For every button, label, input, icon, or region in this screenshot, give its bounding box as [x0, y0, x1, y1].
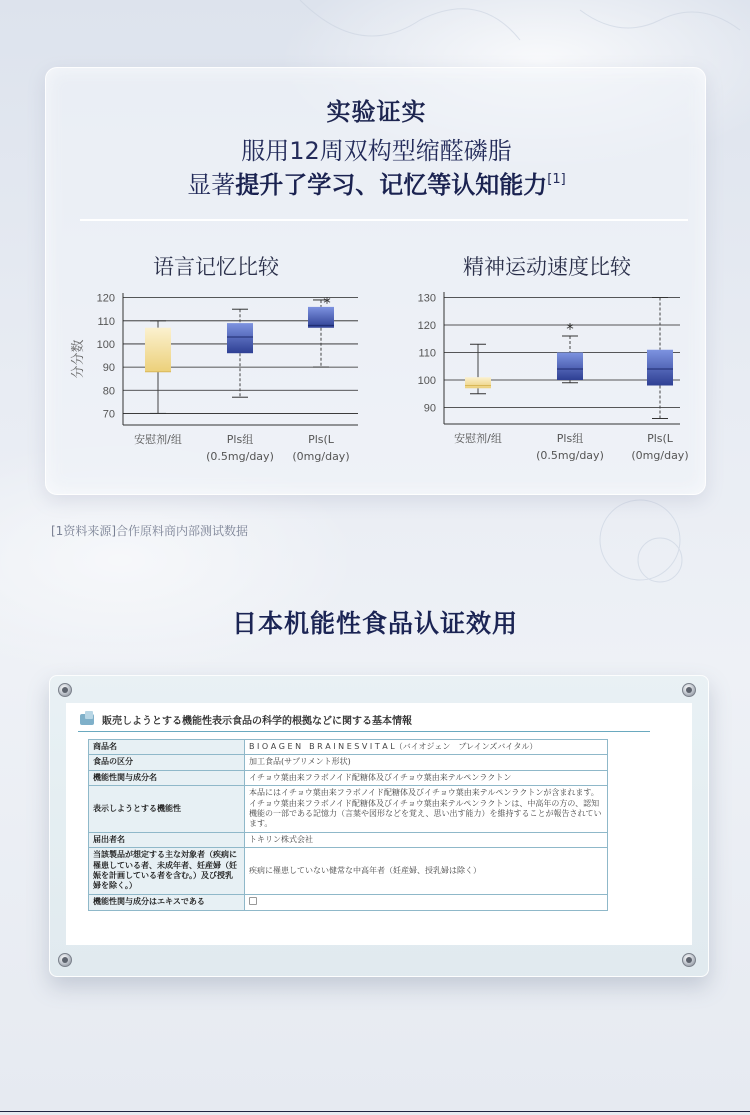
table-row	[89, 832, 608, 847]
chart-title-psychomotor-speed: 精神运动速度比较	[463, 255, 631, 279]
row-value: 疾病に罹患していない健常な中高年者（妊産婦、授乳婦は除く）	[245, 848, 608, 895]
x-tick-label: Pls组	[226, 433, 254, 446]
y-tick-label: 110	[97, 315, 115, 328]
divider	[80, 219, 688, 221]
row-value: トキリン株式会社	[245, 832, 608, 847]
row-value: 加工食品(サプリメント形状)	[245, 755, 608, 770]
screw-icon	[682, 683, 696, 697]
box	[557, 353, 583, 381]
row-value: B I O A G E N B R A I N E S V I T A L（バイオジェン ブレインズバイタル）	[245, 740, 608, 755]
table-row	[89, 770, 608, 785]
reference-mark: [1]	[547, 172, 566, 187]
x-tick-label: (0mg/day)	[631, 449, 689, 462]
table-row	[89, 740, 608, 755]
row-key: 届出者名	[89, 832, 245, 847]
y-tick-label: 100	[417, 375, 436, 387]
row-key: 機能性関与成分はエキスである	[89, 894, 245, 910]
screw-icon	[682, 953, 696, 967]
x-tick-label: Pls组	[556, 432, 584, 445]
boxplot-verbal-memory	[68, 293, 368, 473]
basic-info-table	[88, 739, 608, 911]
y-tick-label: 120	[96, 292, 115, 305]
box	[227, 323, 253, 353]
document-icon	[80, 714, 94, 725]
significance-mark: *	[566, 320, 574, 338]
y-tick-label: 110	[418, 347, 436, 360]
document-heading	[80, 709, 412, 729]
y-tick-label: 80	[102, 385, 115, 398]
row-key: 食品の区分	[89, 755, 245, 770]
y-tick-label: 130	[417, 292, 436, 305]
card-title: 实验证实	[326, 98, 427, 126]
heading-underline	[78, 731, 650, 732]
row-key: 当該製品が想定する主な対象者（疾病に罹患している者、未成年者、妊産婦（妊娠を計画している者を含む。）及び授乳婦を除く。）	[89, 848, 245, 895]
box	[465, 377, 491, 388]
subtitle-bold: 提升了学习、记忆等认知能力	[235, 171, 548, 199]
screw-icon	[58, 683, 72, 697]
certificate-document	[66, 703, 692, 945]
card-subtitle-dosage: 服用12周双构型缩醛磷脂	[241, 137, 512, 165]
x-tick-label: Pls(L	[647, 432, 673, 445]
x-tick-label: 安慰剂/组	[134, 433, 182, 446]
box	[145, 328, 171, 372]
x-tick-label: (0mg/day)	[292, 450, 350, 463]
y-tick-label: 100	[96, 338, 115, 351]
screw-icon	[58, 953, 72, 967]
table-row	[89, 894, 608, 910]
significance-mark: *	[323, 293, 331, 312]
row-key: 表示しようとする機能性	[89, 786, 245, 833]
x-tick-label: (0.5mg/day)	[536, 449, 604, 462]
x-tick-label: (0.5mg/day)	[206, 450, 274, 463]
x-tick-label: Pls(L	[308, 433, 334, 446]
row-key: 商品名	[89, 740, 245, 755]
chart-title-verbal-memory: 语言记忆比较	[153, 255, 279, 279]
bottom-border	[0, 1111, 750, 1112]
row-key: 機能性関与成分名	[89, 770, 245, 785]
box	[647, 350, 673, 386]
row-value: 本品にはイチョウ葉由来フラボノイド配糖体及びイチョウ葉由来テルペンラクトンが含まれます。イチョウ葉由来フラボノイド配糖体及びイチョウ葉由来テルペンラクトンは、中高年の方の、認知機能の一部である記憶力（言葉や図形などを覚え、思い出す能力）を維持することが報告されています。	[245, 786, 608, 833]
row-value: イチョウ葉由来フラボノイド配糖体及びイチョウ葉由来テルペンラクトン	[245, 770, 608, 785]
checkbox-icon	[249, 897, 257, 905]
y-tick-label: 90	[102, 362, 115, 375]
table-row	[89, 755, 608, 770]
source-footnote: [1资料来源]合作原料商内部测试数据	[51, 524, 248, 538]
clinical-results-card	[45, 67, 706, 495]
subtitle-plain: 显著	[187, 171, 236, 199]
row-value	[245, 894, 608, 910]
y-tick-label: 90	[423, 402, 436, 415]
document-heading-text: 販売しようとする機能性表示食品の科学的根拠などに関する基本情報	[102, 715, 412, 727]
boxplot-psychomotor-speed	[400, 290, 690, 470]
table-row	[89, 848, 608, 895]
x-tick-label: 安慰剂/组	[454, 432, 502, 445]
section-title-certification: 日本机能性食品认证效用	[231, 609, 518, 638]
table-row	[89, 786, 608, 833]
y-tick-label: 120	[417, 320, 436, 332]
y-tick-label: 70	[102, 408, 115, 421]
y-axis-label: 分分数	[71, 339, 86, 379]
card-subtitle-effect	[46, 165, 707, 200]
